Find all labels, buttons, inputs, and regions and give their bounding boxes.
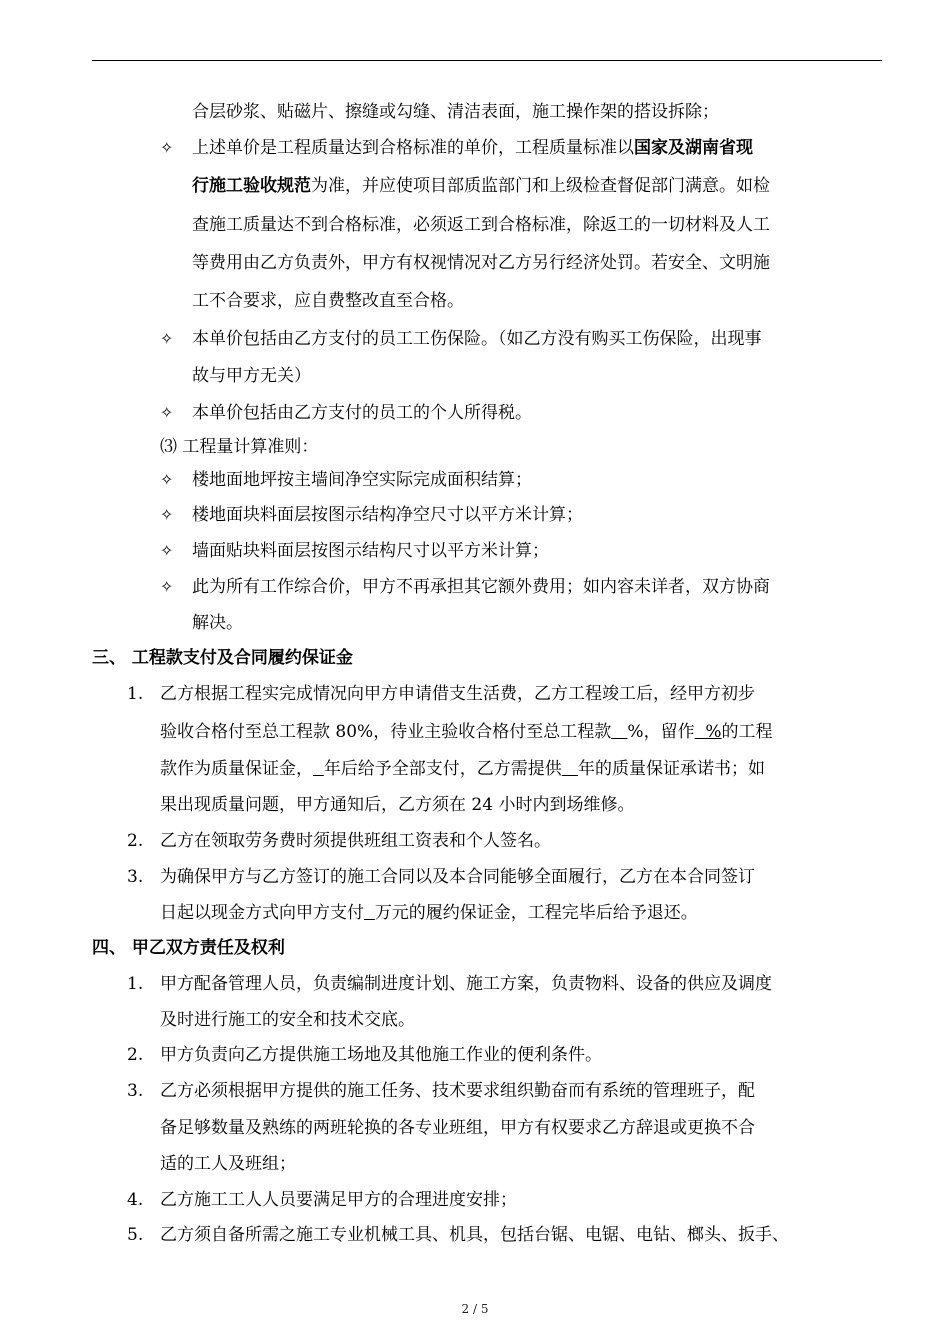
list-number: 2. <box>127 1045 144 1065</box>
list-item-line: 日起以现金方式向甲方支付 万元的履约保证金，工程完毕后给予退还。 <box>160 903 698 923</box>
list-item-line: 验收合格付至总工程款 80%，待业主验收合格付至总工程款 %，留作 %的工程 <box>160 722 773 742</box>
diamond-bullet-icon: ✧ <box>160 505 174 524</box>
bullet-line: 墙面贴块料面层按图示结构尺寸以平方米计算； <box>192 541 549 561</box>
bullet-line: 本单价包括由乙方支付的员工的个人所得税。 <box>192 403 532 423</box>
bullet-line: 等费用由乙方负责外，甲方有权视情况对乙方另行经济处罚。若安全、文明施 <box>192 253 770 273</box>
bullet-line: 此为所有工作综合价，甲方不再承担其它额外费用；如内容未详者，双方协商 <box>192 577 770 597</box>
list-item-line: 甲方负责向乙方提供施工场地及其他施工作业的便利条件。 <box>160 1045 602 1065</box>
page-number: 2 / 5 <box>461 1302 489 1316</box>
diamond-bullet-icon: ✧ <box>160 577 174 596</box>
list-item-line: 款作为质量保证金， 年后给予全部支付，乙方需提供 年的质量保证承诺书；如 <box>160 759 766 779</box>
list-number: 3. <box>127 867 144 887</box>
list-item-line: 适的工人及班组； <box>160 1154 296 1174</box>
bullet-line: 楼地面地坪按主墙间净空实际完成面积结算； <box>192 470 532 490</box>
bullet-line: 本单价包括由乙方支付的员工工伤保险。（如乙方没有购买工伤保险，出现事 <box>192 329 762 349</box>
bullet-line: 故与甲方无关） <box>192 366 311 386</box>
subsection-heading: ⑶ 工程量计算准则： <box>160 437 319 457</box>
bullet-line: 解决。 <box>192 613 243 633</box>
intro-line: 合层砂浆、贴磁片、擦缝或勾缝、清洁表面，施工操作架的搭设拆除； <box>192 102 719 122</box>
header-rule <box>92 60 882 61</box>
section-heading: 三、 工程款支付及合同履约保证金 <box>92 648 353 668</box>
bullet-line: 工不合要求，应自费整改直至合格。 <box>192 291 464 311</box>
list-number: 5. <box>127 1225 144 1245</box>
bullet-line: 楼地面块料面层按图示结构净空尺寸以平方米计算； <box>192 505 583 525</box>
bullet-line: 行施工验收规范为准，并应使项目部质监部门和上级检查督促部门满意。如检 <box>192 176 770 196</box>
diamond-bullet-icon: ✧ <box>160 470 174 489</box>
list-item-line: 为确保甲方与乙方签订的施工合同以及本合同能够全面履行，乙方在本合同签订 <box>160 867 755 887</box>
list-number: 1. <box>127 974 144 994</box>
section-heading: 四、 甲乙双方责任及权利 <box>92 938 285 958</box>
list-item-line: 乙方在领取劳务费时须提供班组工资表和个人签名。 <box>160 831 551 851</box>
list-item-line: 乙方施工工人人员要满足甲方的合理进度安排； <box>160 1190 517 1210</box>
list-item-line: 乙方须自备所需之施工专业机械工具、机具，包括台锯、电锯、电钻、榔头、扳手、 <box>160 1225 789 1245</box>
list-item-line: 甲方配备管理人员，负责编制进度计划、施工方案，负责物料、设备的供应及调度 <box>160 974 772 994</box>
list-item-line: 备足够数量及熟练的两班轮换的各专业班组，甲方有权要求乙方辞退或更换不合 <box>160 1118 755 1138</box>
bullet-line: 上述单价是工程质量达到合格标准的单价，工程质量标准以国家及湖南省现 <box>192 138 753 158</box>
list-number: 1. <box>127 684 144 704</box>
list-number: 4. <box>127 1190 144 1210</box>
list-item-line: 及时进行施工的安全和技术交底。 <box>160 1010 415 1030</box>
list-item-line: 乙方根据工程实完成情况向甲方申请借支生活费，乙方工程竣工后，经甲方初步 <box>160 684 755 704</box>
diamond-bullet-icon: ✧ <box>160 541 174 560</box>
list-number: 2. <box>127 831 144 851</box>
list-item-line: 乙方必须根据甲方提供的施工任务、技术要求组织勤奋而有系统的管理班子，配 <box>160 1081 755 1101</box>
diamond-bullet-icon: ✧ <box>160 138 174 157</box>
bullet-line: 查施工质量达不到合格标准，必须返工到合格标准，除返工的一切材料及人工 <box>192 215 770 235</box>
list-item-line: 果出现质量问题，甲方通知后，乙方须在 24 小时内到场维修。 <box>160 795 635 815</box>
diamond-bullet-icon: ✧ <box>160 329 174 348</box>
diamond-bullet-icon: ✧ <box>160 403 174 422</box>
list-number: 3. <box>127 1081 144 1101</box>
